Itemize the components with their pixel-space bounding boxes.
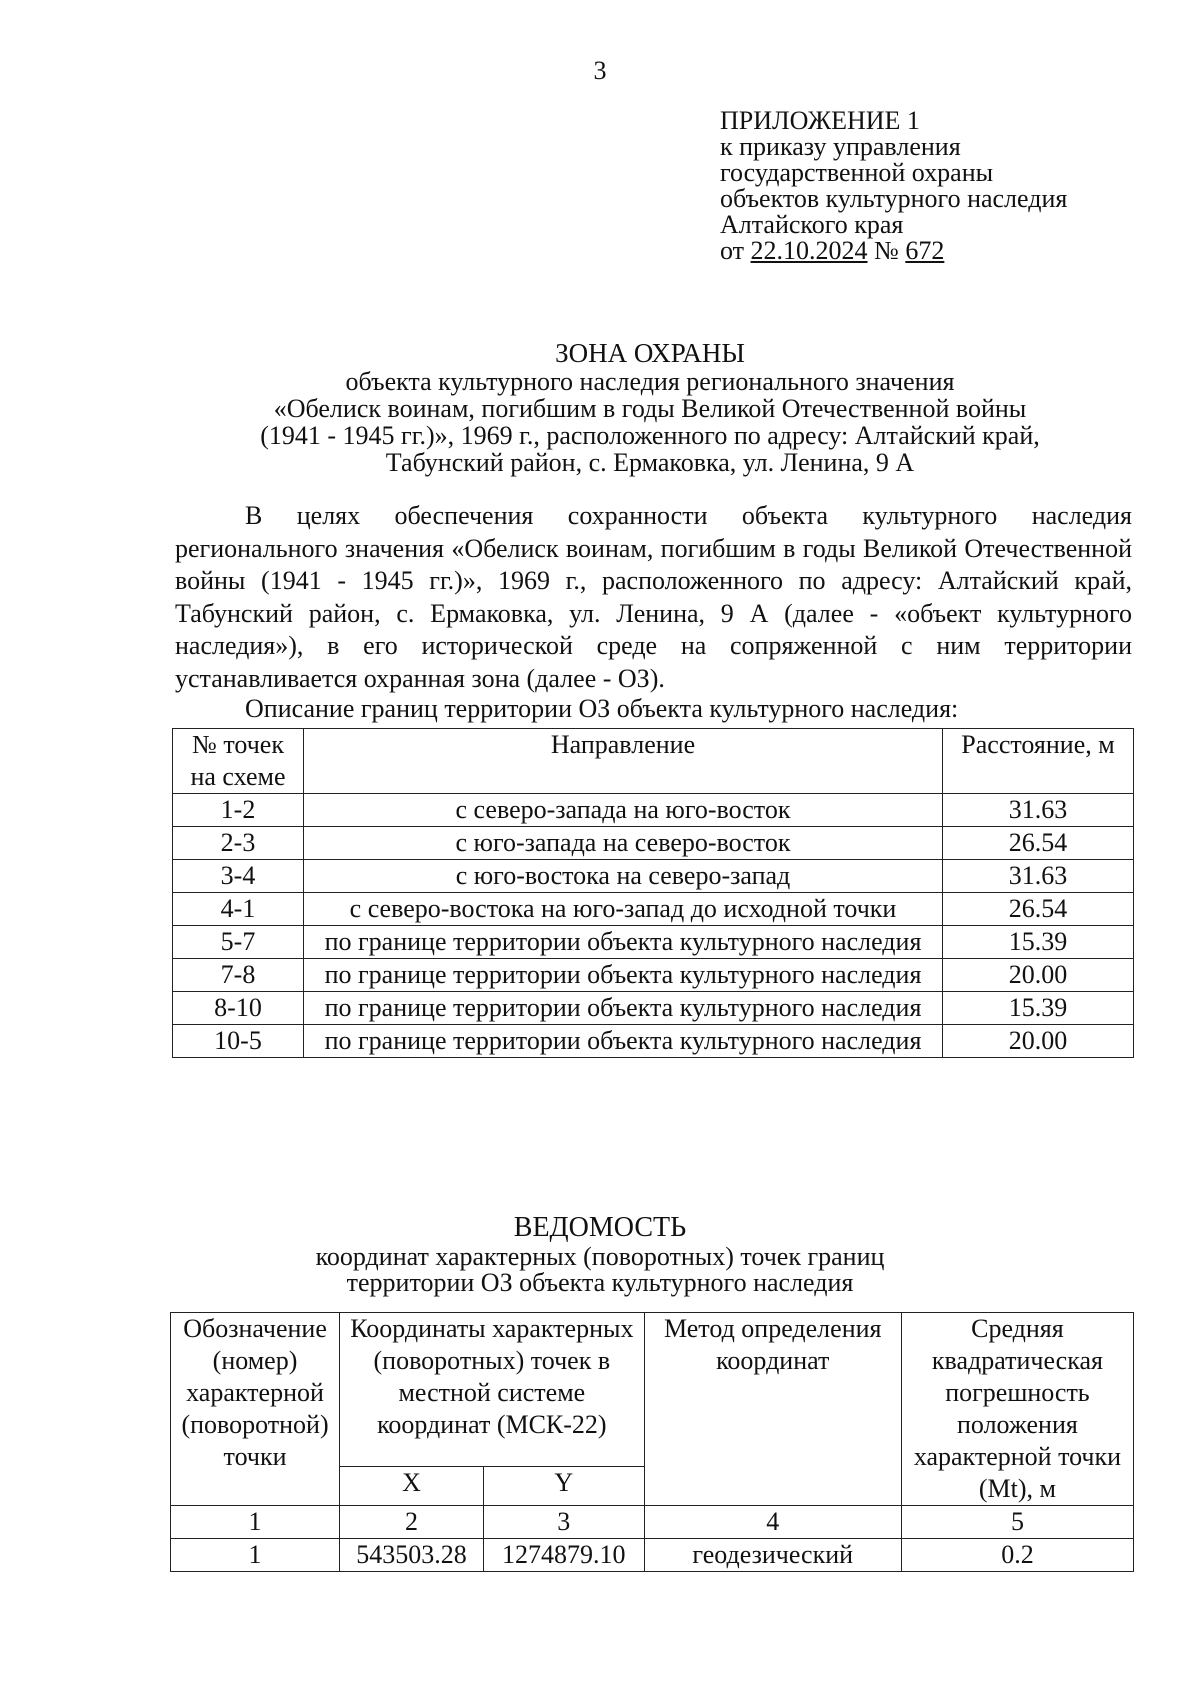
title-line: (1941 - 1945 гг.)», 1969 г., расположенного по адресу: Алтайский край, <box>260 421 1040 450</box>
title-line: Табунский район, с. Ермаковка, ул. Ленина, 9 А <box>385 448 915 477</box>
table-row <box>173 827 1134 860</box>
coordinates-table <box>170 1312 1134 1572</box>
points-cell: 2-3 <box>173 827 304 860</box>
points-cell: 4-1 <box>173 893 304 926</box>
vedomost-title <box>0 1212 1200 1296</box>
column-number-row <box>171 1506 1134 1539</box>
direction-cell: с юго-востока на северо-запад <box>304 860 943 893</box>
header-coordinates: Координаты характерных (поворотных) точек в местной системе координат (МСК-22) <box>340 1313 645 1467</box>
number-prefix: № <box>867 236 906 265</box>
points-cell: 8-10 <box>173 992 304 1025</box>
bounds-table-caption: Описание границ территории ОЗ объекта культурного наследия: <box>245 694 959 723</box>
title-main: ЗОНА ОХРАНЫ <box>555 338 745 368</box>
header-x: X <box>340 1466 484 1505</box>
table-row <box>173 794 1134 827</box>
direction-cell: с юго-запада на северо-восток <box>304 827 943 860</box>
vedomost-line: территории ОЗ объекта культурного наследия <box>346 1268 854 1297</box>
page-number: 3 <box>593 56 607 85</box>
title-line: объекта культурного наследия регионального значения <box>345 367 955 396</box>
column-number: 2 <box>340 1506 484 1539</box>
appendix-title: ПРИЛОЖЕНИЕ 1 <box>720 106 920 135</box>
bounds-table <box>172 728 1134 1058</box>
error-cell: 0.2 <box>901 1539 1133 1572</box>
document-title <box>170 338 1130 476</box>
distance-cell: 15.39 <box>943 926 1134 959</box>
table-row <box>173 992 1134 1025</box>
direction-cell: по границе территории объекта культурного наследия <box>304 959 943 992</box>
appendix-line: к приказу управления <box>720 132 961 161</box>
intro-paragraph: В целях обеспечения сохранности объекта культурного наследия регионального значения «Обелиск воинам, погибшим в годы Великой Отечественной войны (1941 - 1945 гг.)», 1969 г., расположенного по адресу: Алтайский край, Табунский район, с. Ермаковка, ул. Ленина, 9 А (далее - «объект культурного наследия»), в его исторической среде на сопряженной с ним территории устанавливается охранная зона (далее - ОЗ). <box>175 501 1132 693</box>
direction-cell: с северо-запада на юго-восток <box>304 794 943 827</box>
header-points: № точек на схеме <box>173 729 304 794</box>
points-cell: 10-5 <box>173 1025 304 1058</box>
point-number-cell: 1 <box>171 1539 340 1572</box>
table-row <box>173 860 1134 893</box>
table-header-row <box>173 729 1134 794</box>
column-number: 3 <box>483 1506 644 1539</box>
header-distance: Расстояние, м <box>943 729 1134 794</box>
distance-cell: 31.63 <box>943 860 1134 893</box>
header-error: Средняя квадратическая погрешность положения характерной точки (Mt), м <box>901 1313 1133 1506</box>
column-number: 5 <box>901 1506 1133 1539</box>
direction-cell: с северо-востока на юго-запад до исходной точки <box>304 893 943 926</box>
table-header-row <box>171 1313 1134 1467</box>
column-number: 4 <box>644 1506 901 1539</box>
header-method: Метод определения координат <box>644 1313 901 1506</box>
vedomost-main: ВЕДОМОСТЬ <box>513 1212 687 1243</box>
points-cell: 5-7 <box>173 926 304 959</box>
distance-cell: 15.39 <box>943 992 1134 1025</box>
distance-cell: 20.00 <box>943 959 1134 992</box>
header-direction: Направление <box>304 729 943 794</box>
distance-cell: 31.63 <box>943 794 1134 827</box>
distance-cell: 20.00 <box>943 1025 1134 1058</box>
direction-cell: по границе территории объекта культурного наследия <box>304 992 943 1025</box>
distance-cell: 26.54 <box>943 893 1134 926</box>
points-cell: 1-2 <box>173 794 304 827</box>
intro-paragraph-block <box>175 500 1132 695</box>
points-cell: 7-8 <box>173 959 304 992</box>
appendix-block <box>720 108 1180 264</box>
header-y: Y <box>483 1466 644 1505</box>
appendix-line: Алтайского края <box>720 210 904 239</box>
method-cell: геодезический <box>644 1539 901 1572</box>
x-cell: 543503.28 <box>340 1539 484 1572</box>
title-line: «Обелиск воинам, погибшим в годы Великой Отечественной войны <box>273 394 1027 423</box>
table-row <box>173 893 1134 926</box>
table-row <box>173 926 1134 959</box>
direction-cell: по границе территории объекта культурного наследия <box>304 1025 943 1058</box>
date-prefix: от <box>720 236 751 265</box>
appendix-line: объектов культурного наследия <box>720 184 1068 213</box>
order-date: 22.10.2024 <box>750 236 868 265</box>
direction-cell: по границе территории объекта культурного наследия <box>304 926 943 959</box>
table-row <box>173 959 1134 992</box>
table-row <box>173 1025 1134 1058</box>
appendix-date-line <box>720 238 1180 264</box>
vedomost-line: координат характерных (поворотных) точек границ <box>315 1242 885 1271</box>
distance-cell: 26.54 <box>943 827 1134 860</box>
appendix-line: государственной охраны <box>720 158 994 187</box>
y-cell: 1274879.10 <box>483 1539 644 1572</box>
order-number: 672 <box>905 236 945 265</box>
column-number: 1 <box>171 1506 340 1539</box>
points-cell: 3-4 <box>173 860 304 893</box>
table-row <box>171 1539 1134 1572</box>
header-designation: Обозначение (номер) характерной (поворотной) точки <box>171 1313 340 1506</box>
